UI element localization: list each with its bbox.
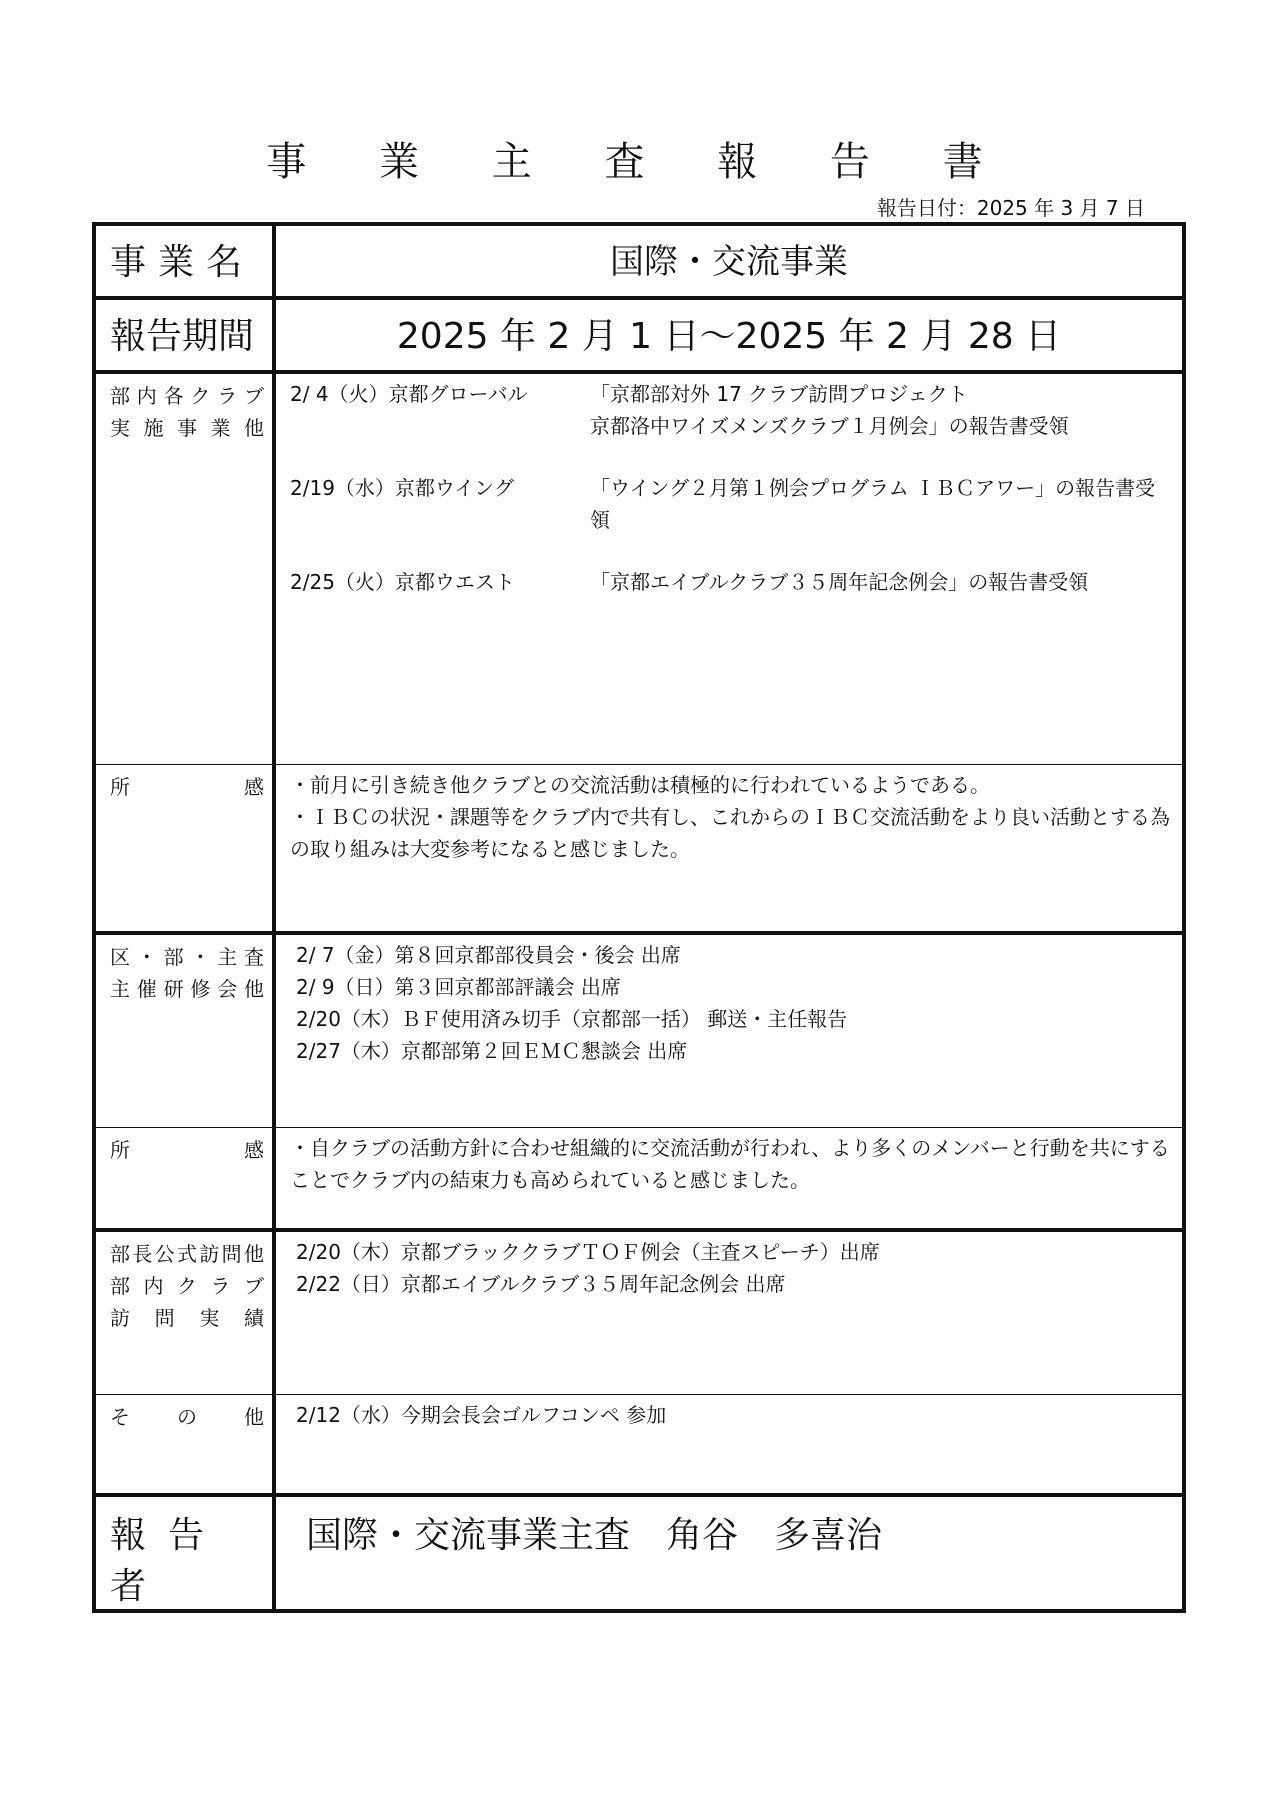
report-table: [92, 222, 1186, 1613]
reporter-row: [94, 1495, 1184, 1611]
entry-date: 2/25（火）京都ウエスト: [290, 570, 515, 594]
section1-body: [274, 372, 1184, 765]
section3-label-line: 部内クラブ: [110, 1274, 264, 1298]
section1-label-line: 実施事業他: [110, 416, 264, 440]
list-item: 2/ 9（日）第３回京都部評議会 出席: [296, 975, 621, 999]
document-title: 事 業 主 査 報 告 書: [266, 139, 1013, 185]
impression1-label: [94, 765, 274, 934]
entry-text: 「京都エイブルクラブ３５周年記念例会」の報告書受領: [590, 570, 1089, 594]
list-item: 2/12（水）今期会長会ゴルフコンペ 参加: [296, 1403, 667, 1427]
section2-label-line: 区・部・主査: [110, 945, 264, 969]
list-item: [290, 472, 1172, 536]
entry-date: 2/19（水）京都ウイング: [290, 476, 514, 500]
section3-label-line: 訪問実績: [110, 1306, 264, 1330]
impression2-body: [274, 1128, 1184, 1231]
report-date: 報告日付：2025 年 3 月 7 日: [876, 196, 1145, 220]
impression2-label-text: 所感: [110, 1138, 264, 1162]
impression2-label: [94, 1128, 274, 1231]
impression1-label-text: 所感: [110, 775, 264, 799]
section3-body: [274, 1230, 1184, 1395]
list-item: 2/20（木）京都ブラッククラブＴＯＦ例会（主査スピーチ）出席: [296, 1240, 880, 1264]
section1-row: [94, 372, 1184, 765]
list-item: [290, 566, 1172, 598]
entry-text: 「京都部対外 17 クラブ訪問プロジェクト 京都洛中ワイズメンズクラブ１月例会」の報告書受領: [590, 382, 1069, 438]
section2-body: [274, 933, 1184, 1128]
section3-label: [94, 1230, 274, 1395]
impression1-body: [274, 765, 1184, 934]
section3-label-line: 部長公式訪問他: [110, 1242, 264, 1266]
impression2-row: [94, 1128, 1184, 1231]
section1-label: [94, 372, 274, 765]
section3-row: [94, 1230, 1184, 1395]
section4-label-line: その他: [110, 1405, 264, 1429]
project-row: [94, 224, 1184, 298]
project-value: 国際・交流事業: [274, 224, 1184, 298]
list-item: 2/ 7（金）第８回京都部役員会・後会 出席: [296, 943, 681, 967]
reporter-value: 国際・交流事業主査 角谷 多喜治: [274, 1495, 1184, 1611]
impression-line: ・自クラブの活動方針に合わせ組織的に交流活動が行われ、より多くのメンバーと行動を共にすることでクラブ内の結束力も高められていると感じました。: [290, 1136, 1170, 1192]
impression1-row: [94, 765, 1184, 934]
section4-label: [94, 1395, 274, 1496]
period-row: [94, 298, 1184, 372]
project-label: 事業名: [94, 224, 274, 298]
period-value: 2025 年 2 月 1 日〜2025 年 2 月 28 日: [274, 298, 1184, 372]
list-item: 2/22（日）京都エイブルクラブ３５周年記念例会 出席: [296, 1272, 786, 1296]
section4-row: [94, 1395, 1184, 1496]
section4-body: [274, 1395, 1184, 1496]
period-label: 報告期間: [94, 298, 274, 372]
impression-line: ・ＩＢＣの状況・課題等をクラブ内で共有し、これからのＩＢＣ交流活動をより良い活動とする為の取り組みは大変参考になると感じました。: [290, 805, 1170, 861]
section1-label-line: 部内各クラブ: [110, 384, 264, 408]
reporter-label: 報告者: [94, 1495, 274, 1611]
impression-line: ・前月に引き続き他クラブとの交流活動は積極的に行われているようである。: [290, 773, 990, 797]
list-item: 2/20（木）ＢＦ使用済み切手（京都部一括） 郵送・主任報告: [296, 1007, 848, 1031]
section2-row: [94, 933, 1184, 1128]
entry-text: 「ウイング２月第１例会プログラム ＩＢＣアワー」の報告書受領: [590, 476, 1156, 532]
list-item: 2/27（木）京都部第２回ＥＭＣ懇談会 出席: [296, 1039, 688, 1063]
entry-date: 2/ 4（火）京都グローバル: [290, 382, 528, 406]
section2-label-line: 主催研修会他: [110, 977, 264, 1001]
section2-label: [94, 933, 274, 1128]
list-item: [290, 378, 1172, 442]
